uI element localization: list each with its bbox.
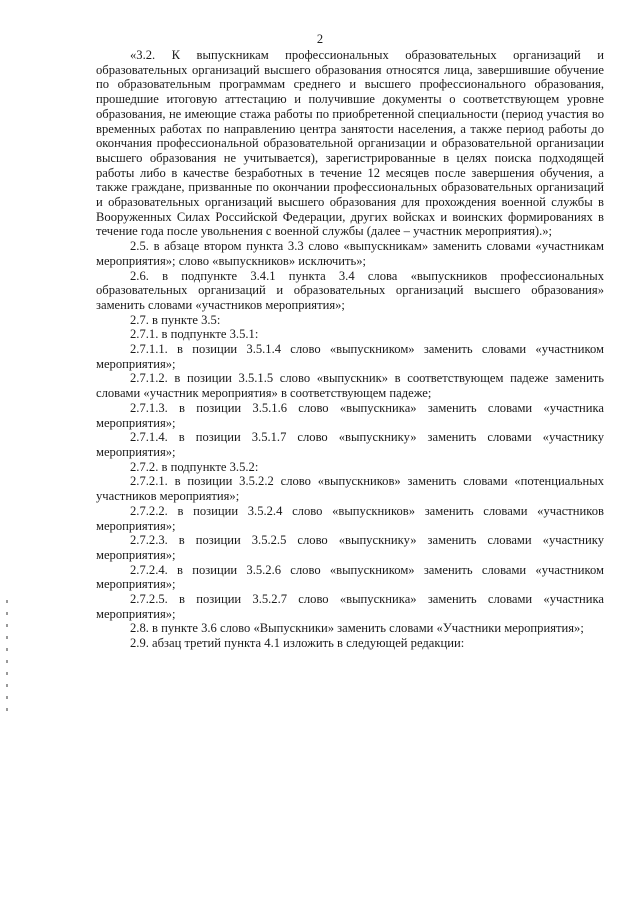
scan-mark xyxy=(6,672,8,675)
paragraph-2-7-1-4: 2.7.1.4. в позиции 3.5.1.7 слово «выпускнику» заменить словами «участнику мероприятия»; xyxy=(96,430,604,459)
paragraph-2-8: 2.8. в пункте 3.6 слово «Выпускники» заменить словами «Участники мероприятия»; xyxy=(130,621,584,636)
paragraph-2-7-1-2: 2.7.1.2. в позиции 3.5.1.5 слово «выпускник» в соответствующем падеже заменить словами «участник мероприятия» в соответствующем падеже; xyxy=(96,371,604,401)
scan-mark xyxy=(6,636,8,639)
scan-mark xyxy=(6,648,8,651)
paragraph-2-9: 2.9. абзац третий пункта 4.1 изложить в следующей редакции: xyxy=(130,636,465,651)
paragraph-2-7-2-3: 2.7.2.3. в позиции 3.5.2.5 слово «выпускнику» заменить словами «участнику мероприятия»; xyxy=(96,533,604,562)
scan-mark xyxy=(6,684,8,687)
paragraph-2-7-2-2: 2.7.2.2. в позиции 3.5.2.4 слово «выпускников» заменить словами «участников мероприятия»; xyxy=(96,503,604,533)
page-number: 2 xyxy=(316,32,324,46)
paragraph-2-7-1: 2.7.1. в подпункте 3.5.1: xyxy=(130,327,259,342)
scan-mark xyxy=(6,708,8,711)
scan-mark xyxy=(6,660,8,663)
paragraph-2-5: 2.5. в абзаце втором пункта 3.3 слово «выпускникам» заменить словами «участникам мероприятия»; слово «выпускников» исключить»; xyxy=(96,239,604,268)
paragraph-2-7: 2.7. в пункте 3.5: xyxy=(130,312,221,327)
paragraph-2-7-1-1: 2.7.1.1. в позиции 3.5.1.4 слово «выпускником» заменить словами «участником мероприятия»; xyxy=(96,342,604,371)
scan-mark xyxy=(6,696,8,699)
scan-mark xyxy=(6,612,8,615)
scan-mark xyxy=(6,600,8,603)
paragraph-2-7-1-3: 2.7.1.3. в позиции 3.5.1.6 слово «выпускника» заменить словами «участника мероприятия»; xyxy=(96,400,604,430)
document-body xyxy=(96,48,604,651)
paragraph-2-6: 2.6. в подпункте 3.4.1 пункта 3.4 слова «выпускников профессиональных образовательных организаций и образовательных организаций высшего образования» заменить словами «участников мероприятия»; xyxy=(96,268,604,312)
scan-mark xyxy=(6,624,8,627)
paragraph-2-7-2: 2.7.2. в подпункте 3.5.2: xyxy=(130,459,259,474)
paragraph-2-7-2-4: 2.7.2.4. в позиции 3.5.2.6 слово «выпускником» заменить словами «участником мероприятия»; xyxy=(96,562,604,592)
paragraph-2-7-2-1: 2.7.2.1. в позиции 3.5.2.2 слово «выпускников» заменить словами «потенциальных участников мероприятия»; xyxy=(96,474,604,504)
paragraph-3-2-definition: «3.2. К выпускникам профессиональных образовательных организаций и образовательных организаций высшего образования относятся лица, завершившие обучение по образовательным программам среднего и высшего профессионального образования, прошедшие итоговую аттестацию и получившие документы о соответствующем уровне образования, не имеющие стажа работы по приобретенной специальности (период участия во временных работах по направлению центра занятости населения, а также период работы до окончания профессиональной образовательной организации и образовательной организации высшего образования не учитывается), зарегистрированные в целях поиска подходящей работы либо в качестве безработных в течение 12 месяцев после завершения обучения, а также граждане, призванные по окончании профессиональных образовательных организаций и образовательных организаций высшего образования для прохождения военной службы в Вооруженных Силах Российской Федерации, других войсках и воинских формированиях в течение года после увольнения с военной службы (далее – участник мероприятия).»; xyxy=(96,48,604,239)
paragraph-2-7-2-5: 2.7.2.5. в позиции 3.5.2.7 слово «выпускника» заменить словами «участника мероприятия»; xyxy=(96,592,604,621)
scan-margin-marks xyxy=(6,600,8,740)
